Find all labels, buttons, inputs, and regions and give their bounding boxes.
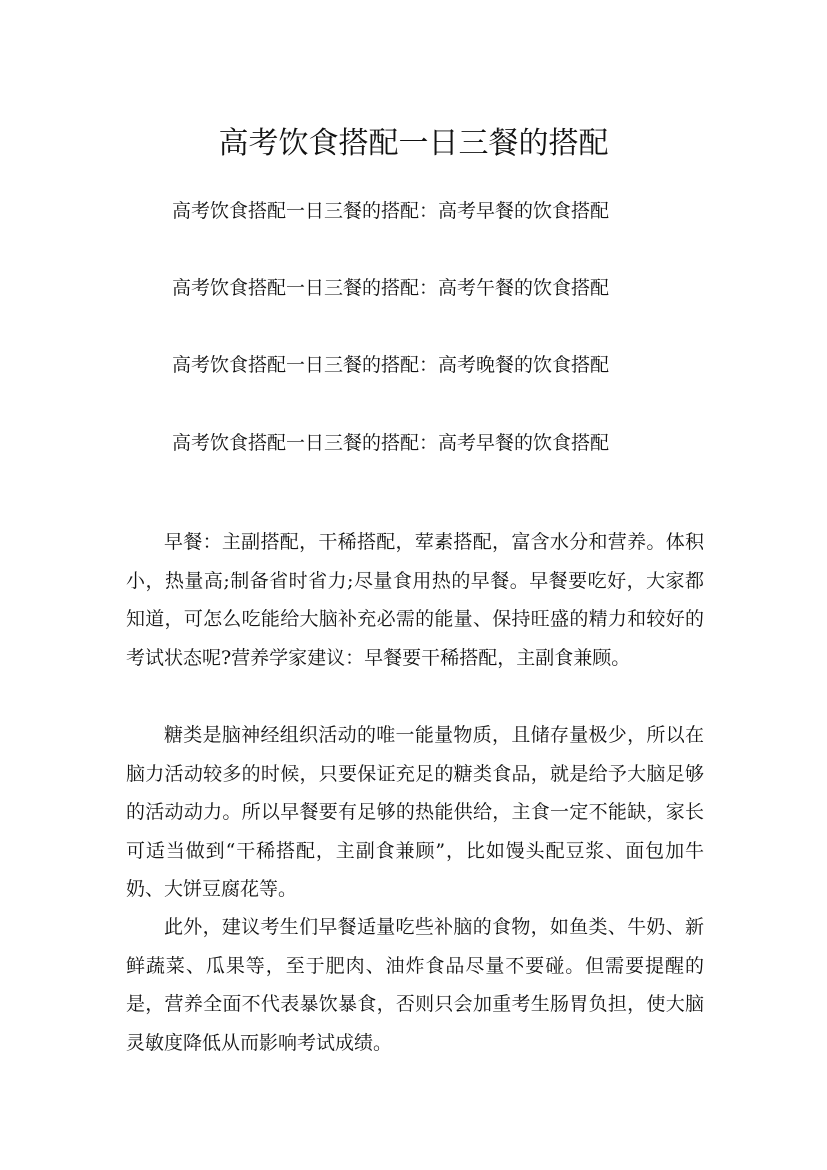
body-paragraph: 此外，建议考生们早餐适量吃些补脑的食物，如鱼类、牛奶、新鲜蔬菜、瓜果等，至于肥肉、油炸食品尽量不要碰。但需要提醒的是，营养全面不代表暴饮暴食，否则只会加重考生肠胃负担，使大脑灵敏度降低从而影响考试成绩。: [126, 916, 704, 1054]
toc-line-text: 高考饮食搭配一日三餐的搭配：高考午餐的饮食搭配: [172, 277, 610, 299]
body-paragraph: 糖类是脑神经组织活动的唯一能量物质，且储存量极少，所以在脑力活动较多的时候，只要保证充足的糖类食品，就是给予大脑足够的活动动力。所以早餐要有足够的热能供给，主食一定不能缺，家长可适当做到“干稀搭配，主副食兼顾”，比如馒头配豆浆、面包加牛奶、大饼豆腐花等。: [126, 724, 704, 900]
body-paragraph: 早餐：主副搭配，干稀搭配，荤素搭配，富含水分和营养。体积小，热量高;制备省时省力;尽量食用热的早餐。早餐要吃好，大家都知道，可怎么吃能给大脑补充必需的能量、保持旺盛的精力和较好的考试状态呢?营养学家建议：早餐要干稀搭配，主副食兼顾。: [126, 531, 704, 669]
toc-line-text: 高考饮食搭配一日三餐的搭配：高考早餐的饮食搭配: [172, 200, 610, 222]
document-title: 高考饮食搭配一日三餐的搭配: [218, 126, 609, 162]
toc-line-text: 高考饮食搭配一日三餐的搭配：高考早餐的饮食搭配: [172, 432, 610, 454]
toc-line-text: 高考饮食搭配一日三餐的搭配：高考晚餐的饮食搭配: [172, 354, 610, 376]
